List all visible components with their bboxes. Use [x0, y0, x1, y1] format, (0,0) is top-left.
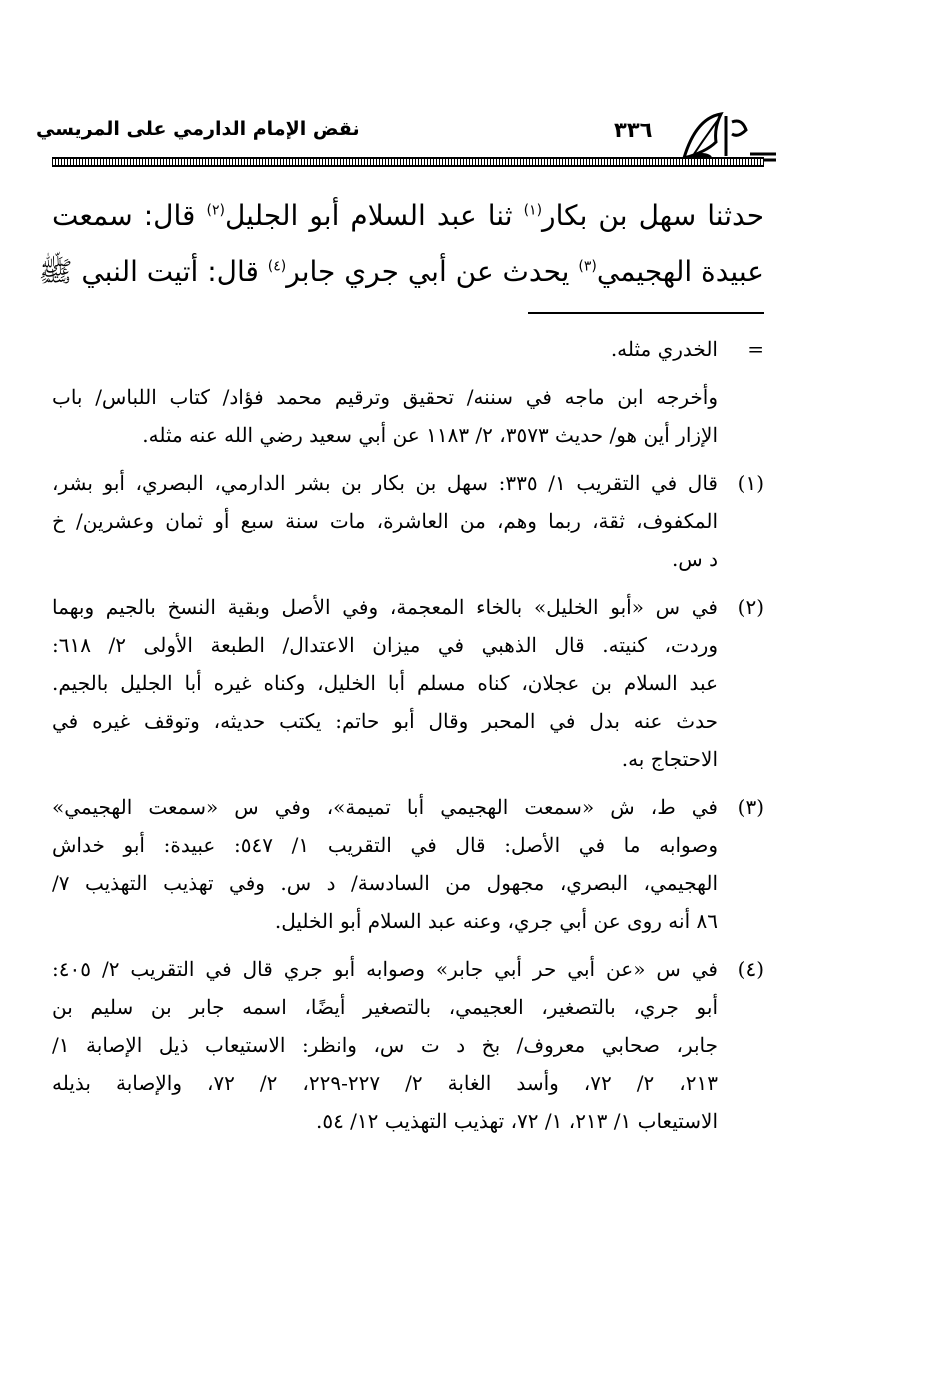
footnote — [52, 378, 764, 454]
footnote-marker: (٢) — [737, 595, 764, 619]
footnote-line: أبو جري، بالتصغير، العجيمي، بالتصغير أيضًا، اسمه جابر بن سليم بن — [52, 995, 718, 1019]
footnote-ref: (٤) — [267, 258, 287, 275]
footnote-line: حدث عنه بدل في المحبر وقال أبو حاتم: يكتب حديثه، وتوقف غيره في — [52, 709, 718, 733]
footnote-line: في ط، ش «سمعت الهجيمي أبا تميمة»، وفي س «سمعت الهجيمي» — [52, 795, 718, 819]
footnote — [52, 464, 764, 578]
main-text-segment: ثنا عبد السلام أبو الجليل — [224, 199, 524, 232]
footnote-line: في س «عن أبي حر أبي جابر» وصوابه أبو جري قال في التقريب ٢/ ٤٠٥: — [52, 957, 718, 981]
footnote-line: وصوابه ما في الأصل: قال في التقريب ١/ ٥٤٧: عبيدة: أبو خداش — [52, 833, 718, 857]
footnote-separator — [528, 312, 764, 314]
main-text-segment: قال: سمعت — [52, 199, 207, 232]
footnote-line: وردت، كنيته. قال الذهبي في ميزان الاعتدال/ الطبعة الأولى ٢/ ٦١٨: — [52, 633, 718, 657]
footnotes — [52, 330, 764, 1140]
main-text-segment: يحدث عن أبي جري جابر — [286, 255, 579, 288]
footnote-line: د س. — [671, 547, 718, 571]
footnote-line: الهجيمي، البصري، مجهول من السادسة/ د س. وفي تهذيب التهذيب ٧/ — [52, 871, 718, 895]
footnote-marker: (٣) — [737, 795, 764, 819]
footnote — [52, 950, 764, 1140]
footnote-line: عبد السلام بن عجلان، كناه مسلم أبا الخليل، وكناه غيره أبا الجليل بالجيم. — [52, 671, 718, 695]
footnote-marker: (١) — [737, 471, 764, 495]
footnote — [52, 788, 764, 940]
footnote-line: ٨٦ أنه روى عن أبي جري، وعنه عبد السلام أبو الخليل. — [274, 909, 718, 933]
main-text — [38, 188, 765, 300]
footnote-line: ٢١٣، ٢/ ٧٢، وأسد الغابة ٢/ ٢٢٧-٢٢٩، ٢/ ٧٢، والإصابة بذيله — [52, 1071, 718, 1095]
footnote-line: المكفوف، ثقة، ربما وهم، من العاشرة، مات سنة سبع أو ثمان وعشرين/ خ — [52, 509, 718, 533]
main-text-segment: حدثنا سهل بن بكار — [542, 199, 765, 232]
footnote-ref: (١) — [523, 202, 543, 219]
footnote-marker: (٤) — [737, 957, 764, 981]
footnote-line: في س «أبو الخليل» بالخاء المعجمة، وفي الأصل وبقية النسخ بالجيم وبهما — [52, 595, 718, 619]
running-title: نقض الإمام الدارمي على المريسي — [36, 118, 360, 140]
main-text-segment: عبيدة الهجيمي — [596, 255, 764, 288]
footnote-line: الاحتجاج به. — [621, 747, 718, 771]
main-text-segment: قال: أتيت النبي ﷺ — [38, 255, 268, 288]
footnote — [52, 588, 764, 778]
page-number: ٣٣٦ — [614, 118, 653, 142]
footnote-ref: (٣) — [578, 258, 597, 275]
footnote — [52, 330, 764, 368]
footnote-ref: (٢) — [206, 202, 225, 219]
main-line — [52, 188, 764, 244]
footnote-line: الخدري مثله. — [610, 337, 718, 361]
footnote-line: الإزار أين هو/ حديث ٣٥٧٣، ٢/ ١١٨٣ عن أبي سعيد رضي الله عنه مثله. — [142, 423, 718, 447]
footnote-line: وأخرجه ابن ماجه في سننه/ تحقيق وترقيم محمد فؤاد/ كتاب اللباس/ باب — [52, 385, 718, 409]
footnote-line: جابر، صحابي معروف/ بخ د ت س، وانظر: الاستيعاب ذيل الإصابة ١/ — [52, 1033, 718, 1057]
footnote-line: قال في التقريب ١/ ٣٣٥: سهل بن بكار بن بشر الدارمي، البصري، أبو بشر، — [52, 471, 718, 495]
footnote-marker: = — [747, 337, 764, 361]
main-line — [38, 244, 764, 300]
header-rule — [52, 157, 764, 167]
footnote-line: الاستيعاب ١/ ٢١٣، ١/ ٧٢، تهذيب التهذيب ١٢/ ٥٤. — [315, 1109, 718, 1133]
